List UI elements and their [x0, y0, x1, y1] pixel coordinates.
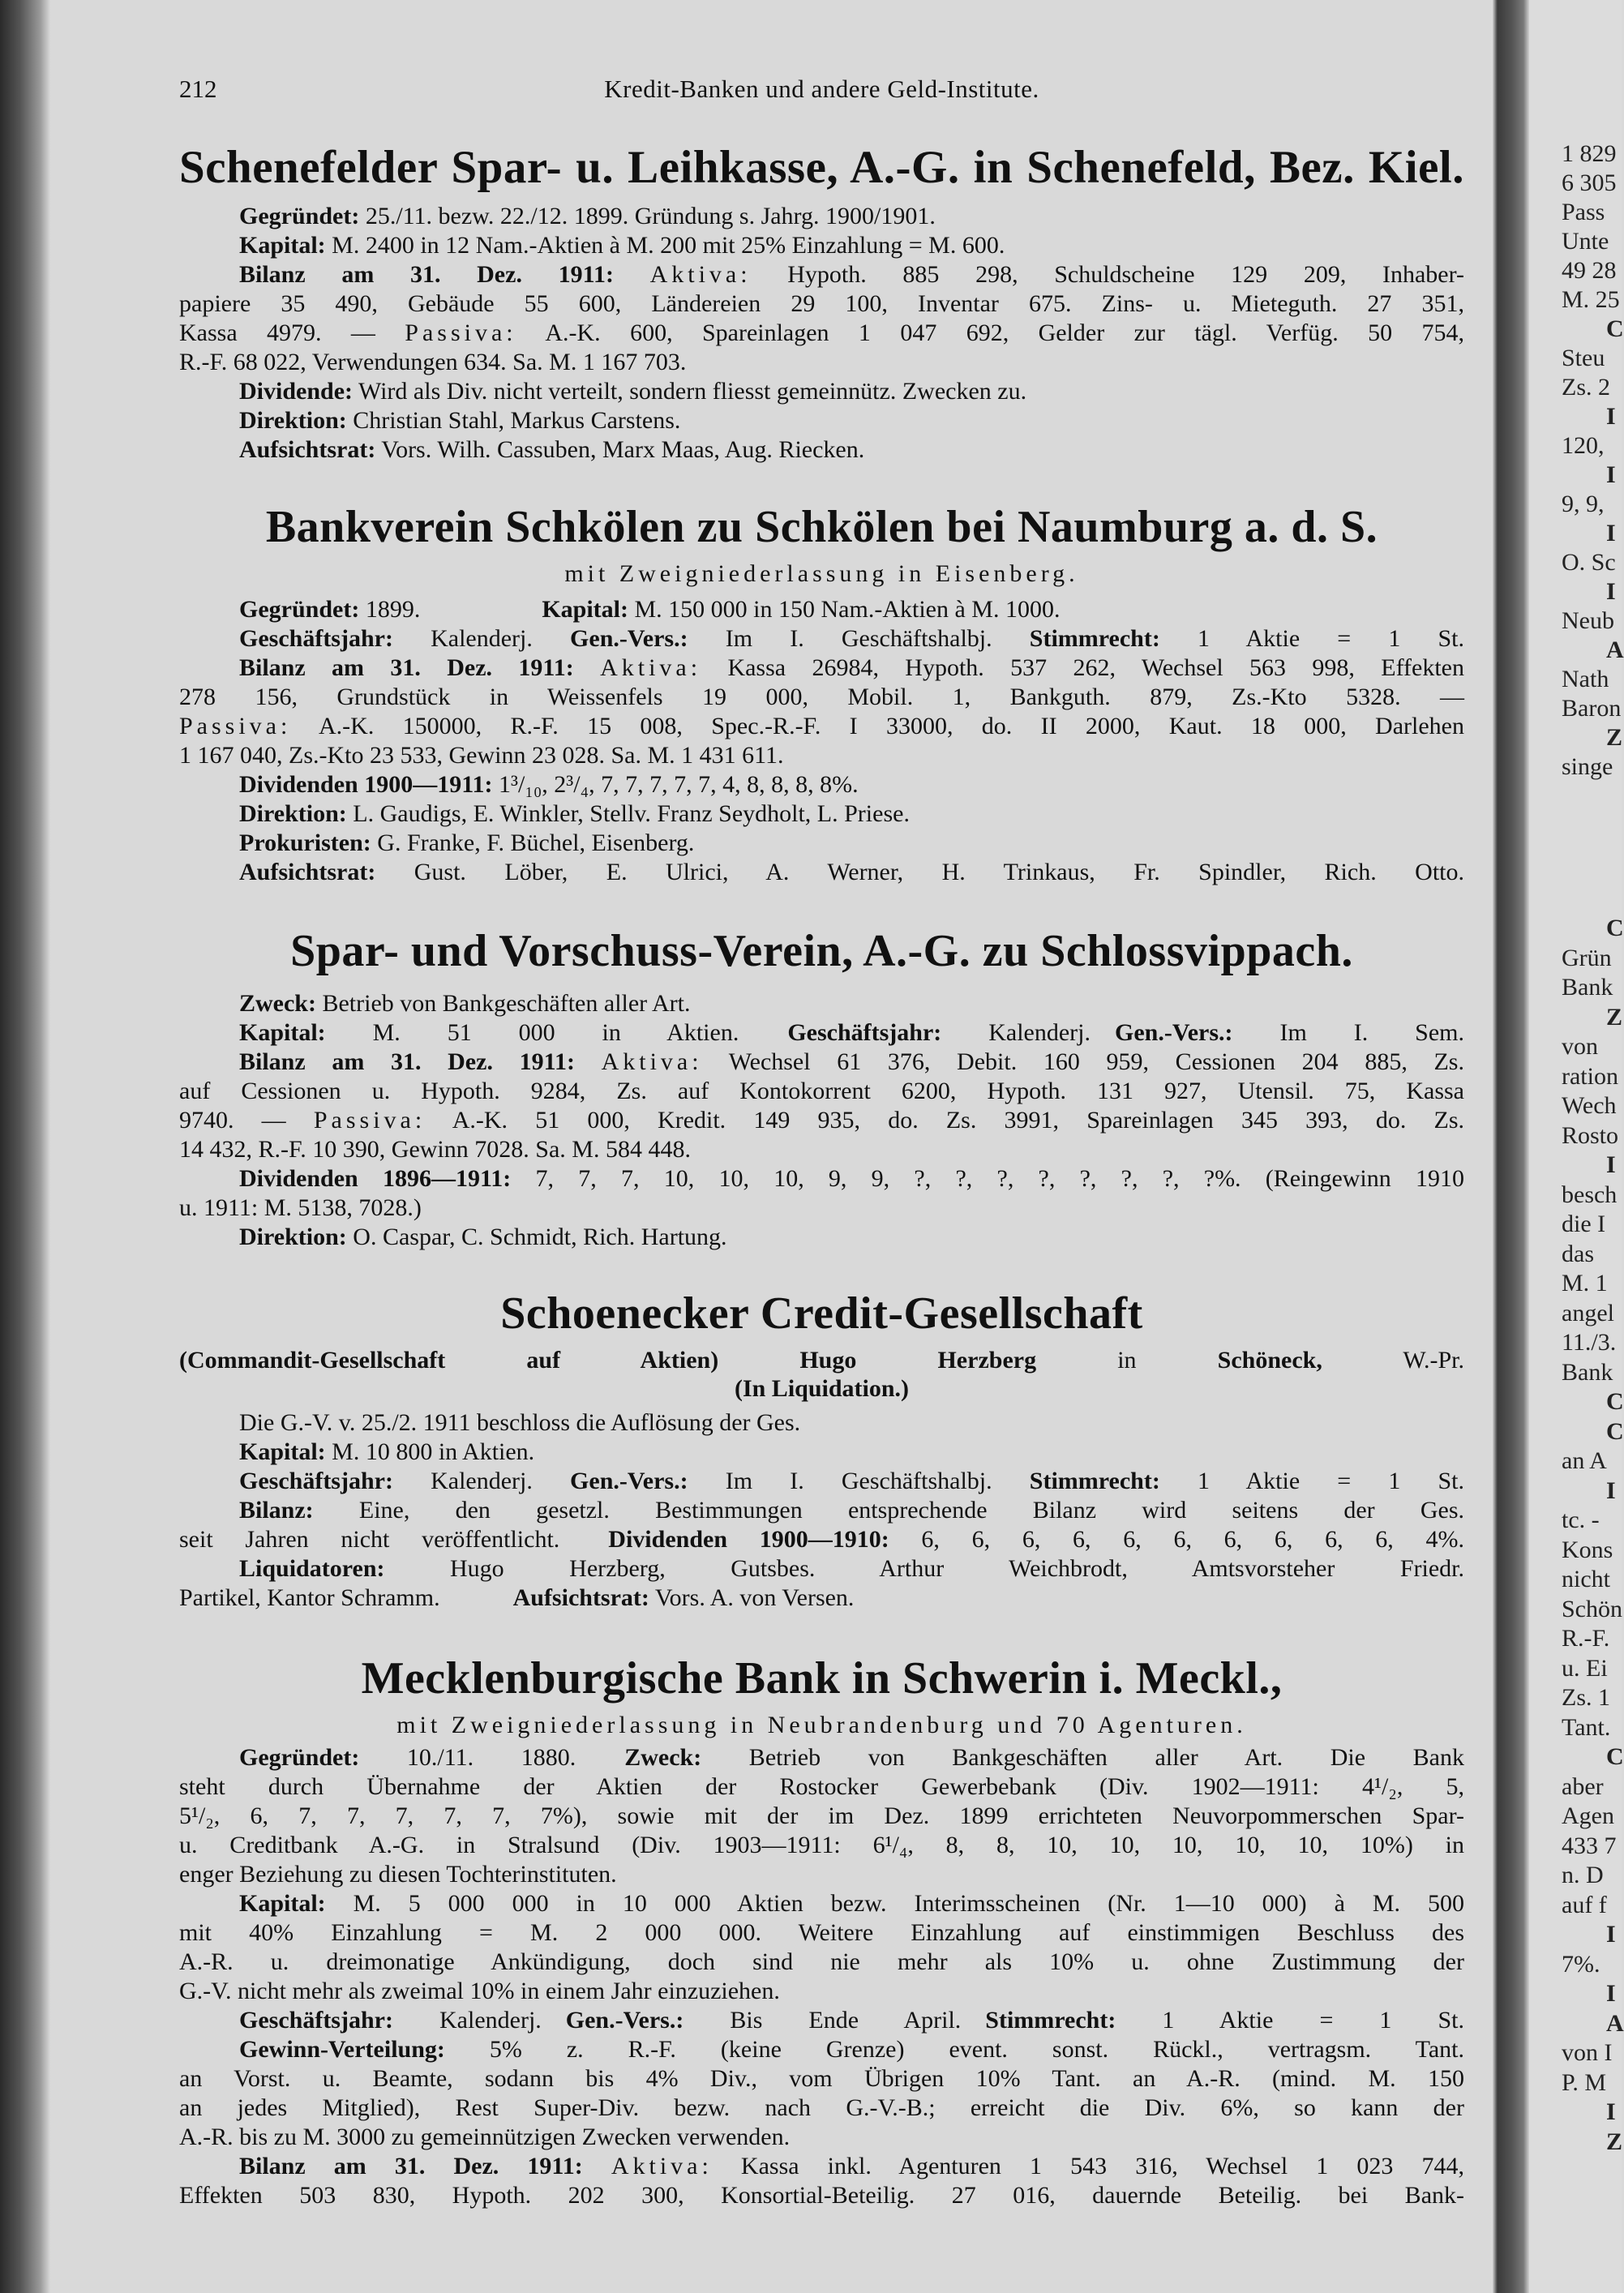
text-run: u. 1911: M. 5138, 7028.)	[179, 1194, 422, 1221]
field-label: Direktion:	[239, 407, 347, 434]
fragment-line: I	[1606, 1151, 1616, 1178]
fragment-line: von	[1562, 1033, 1598, 1060]
text-line	[179, 1496, 1464, 1525]
text-run: Im I. Geschäftshalbj.	[688, 1468, 1030, 1494]
text-line	[179, 712, 1464, 741]
text-line	[179, 1018, 1464, 1048]
entry-title: Bankverein Schkölen zu Schkölen bei Naumburg a. d. S.	[265, 502, 1378, 552]
entry-subtitle	[179, 1711, 1464, 1740]
fragment-line: Bank	[1562, 974, 1613, 1001]
text-run: A.-R. u. dreimonatige Ankündigung, doch sind nie mehr als 10% u. ohne Zustimmung der	[179, 1948, 1464, 1975]
text-line	[179, 202, 1464, 231]
fragment-line: I	[1606, 578, 1616, 605]
text-run: 9740. —	[179, 1107, 314, 1134]
fragment-line: C	[1606, 1417, 1624, 1445]
text-run: G. Franke, F. Büchel, Eisenberg.	[371, 829, 695, 856]
fragment-line: Z	[1606, 2128, 1623, 2155]
fragment-line: die I	[1562, 1211, 1606, 1237]
field-label: Bilanz am 31. Dez. 1911:	[239, 1048, 602, 1075]
text-run: Vors. A. von Versen.	[649, 1584, 855, 1611]
field-label: Geschäftsjahr:	[239, 2007, 393, 2034]
field-label: Kapital:	[239, 1890, 326, 1917]
field-label: Gen.-Vers.:	[570, 625, 688, 652]
text-line	[179, 1408, 1464, 1438]
fragment-line: I	[1606, 461, 1616, 488]
text-run: an Vorst. u. Beamte, sodann bis 4% Div., vom Übrigen 10% Tant. an A.-R. (mind. M. 150	[179, 2065, 1464, 2092]
text-run: G.-V. nicht mehr als zweimal 10% in einem Jahr einzuziehen.	[179, 1978, 780, 2004]
field-label: (In Liquidation.)	[734, 1375, 910, 1402]
field-label: Aufsichtsrat:	[512, 1584, 649, 1611]
text-run: 14 432, R.-F. 10 390, Gewinn 7028. Sa. M. 584 448.	[179, 1136, 691, 1163]
field-label: Gegründet:	[239, 1744, 360, 1771]
field-label: Zweck:	[239, 990, 316, 1017]
text-run: 6, 6, 6, 6, 6, 6, 6, 6, 6, 6, 4%.	[889, 1526, 1464, 1553]
entry-subtitle	[179, 559, 1464, 589]
page-header	[179, 75, 1464, 104]
text-run: Kassa 26984, Hypoth. 537 262, Wechsel 563 998, Effekten	[701, 654, 1465, 681]
next-page-fragment	[1529, 0, 1622, 2293]
text-line	[179, 1438, 1464, 1467]
fragment-line: 433 7	[1562, 1832, 1617, 1859]
text-run: 5% z. R.-F. (keine Grenze) event. sonst. Rückl., vertragsm. Tant.	[444, 2036, 1464, 2063]
spaced-label: Aktiva:	[601, 1048, 703, 1075]
fragment-line: Unte	[1562, 228, 1609, 255]
text-run: Betrieb von Bankgeschäften aller Art.	[315, 990, 691, 1017]
text-line	[179, 741, 1464, 770]
text-run: an jedes Mitglied), Rest Super-Div. bezw. nach G.-V.-B.; erreicht die Div. 6%, so kann der	[179, 2094, 1464, 2121]
text-line	[179, 1106, 1464, 1135]
field-label: Gen.-Vers.:	[570, 1468, 688, 1494]
fragment-line: von I	[1562, 2039, 1613, 2066]
text-line	[179, 1977, 1464, 2006]
text-run: mit 40% Einzahlung = M. 2 000 000. Weitere Einzahlung auf einstimmigen Beschluss des	[179, 1919, 1464, 1946]
text-run: M. 51 000 in Aktien.	[325, 1019, 788, 1046]
fragment-line: 120,	[1562, 432, 1605, 459]
fragment-line: 7%.	[1562, 1950, 1600, 1978]
fragment-line: I	[1606, 2098, 1616, 2125]
field-label: Kapital:	[239, 232, 326, 259]
text-line	[179, 435, 1464, 465]
text-line	[179, 2181, 1464, 2210]
fragment-line: Bank	[1562, 1358, 1613, 1386]
field-label: Direktion:	[239, 800, 347, 827]
text-run: W.-Pr.	[1322, 1347, 1464, 1374]
fragment-line: I	[1606, 1477, 1616, 1504]
page-number: 212	[179, 75, 217, 103]
text-line	[179, 1860, 1464, 1889]
text-line	[179, 406, 1464, 435]
text-run: A.-K. 600, Spareinlagen 1 047 692, Gelder zur tägl. Verfüg. 50 754,	[516, 319, 1464, 346]
text-line	[179, 1554, 1464, 1584]
text-run: 10./11. 1880.	[359, 1744, 625, 1771]
field-label: Stimmrecht:	[1029, 1468, 1160, 1494]
text-line	[179, 1194, 1464, 1223]
field-label: Kapital:	[239, 1019, 326, 1046]
text-line	[179, 2152, 1464, 2181]
text-run: O. Caspar, C. Schmidt, Rich. Hartung.	[346, 1224, 727, 1250]
text-run: M. 5 000 000 in 10 000 Aktien bezw. Interimsscheinen (Nr. 1—10 000) à M. 500	[325, 1890, 1464, 1917]
field-label: Dividenden 1896—1911:	[239, 1165, 512, 1192]
text-run: 1 Aktie = 1 St.	[1159, 1468, 1465, 1494]
fragment-line: 1 829	[1562, 140, 1617, 167]
fragment-line: Pass	[1562, 199, 1605, 225]
running-title: Kredit-Banken und andere Geld-Institute.	[604, 75, 1039, 103]
text-line	[179, 348, 1464, 377]
text-line	[179, 1135, 1464, 1164]
field-label: Bilanz:	[239, 1497, 314, 1524]
text-line	[179, 799, 1464, 829]
text-line	[179, 1802, 1464, 1831]
field-label: Gewinn-Verteilung:	[239, 2036, 445, 2063]
entry-body	[179, 1743, 1464, 2210]
text-run: auf Cessionen u. Hypoth. 9284, Zs. auf Kontokorrent 6200, Hypoth. 131 927, Utensil. 75, Kassa	[179, 1078, 1464, 1104]
text-line	[179, 1948, 1464, 1977]
fragment-line: I	[1606, 1921, 1616, 1948]
text-run: 25./11. bezw. 22./12. 1899. Gründung s. Jahrg. 1900/1901.	[359, 203, 936, 229]
text-run: u. Creditbank A.-G. in Stralsund (Div. 1903—1911: 6¹/₄, 8, 8, 10, 10, 10, 10, 10, 10%) in	[179, 1832, 1464, 1858]
entry-title: Spar- und Vorschuss-Verein, A.-G. zu Schlossvippach.	[290, 926, 1353, 976]
text-line	[179, 289, 1464, 319]
text-line	[179, 1743, 1464, 1772]
text-run: 1 Aktie = 1 St.	[1116, 2007, 1464, 2034]
fragment-line: C	[1606, 315, 1624, 342]
field-label: Geschäftsjahr:	[787, 1019, 942, 1046]
text-run: 1 Aktie = 1 St.	[1159, 625, 1465, 652]
text-line	[179, 1077, 1464, 1106]
field-label: (Commandit-Gesellschaft auf Aktien) Hugo Herzberg	[179, 1347, 1037, 1374]
text-run: Kalenderj.	[392, 2007, 566, 2034]
fragment-line: Rosto	[1562, 1121, 1619, 1149]
field-label: Gegründet:	[239, 596, 360, 623]
fragment-line: aber	[1562, 1772, 1604, 1800]
fragment-line: 11./3.	[1562, 1329, 1617, 1356]
text-line	[179, 2035, 1464, 2064]
fragment-line: Z	[1606, 724, 1623, 751]
text-run: Wechsel 61 376, Debit. 160 959, Cessionen 204 885, Zs.	[702, 1048, 1464, 1075]
text-line	[179, 1584, 1464, 1613]
entry-body	[179, 989, 1464, 1252]
text-run: papiere 35 490, Gebäude 55 600, Ländereien 29 100, Inventar 675. Zins- u. Mieteguth. 27 351,	[179, 290, 1464, 317]
text-line	[179, 377, 1464, 406]
text-run: Kassa inkl. Agenturen 1 543 316, Wechsel 1 023 744,	[712, 2153, 1464, 2179]
field-label: Bilanz am 31. Dez. 1911:	[239, 654, 601, 681]
text-run: 7, 7, 7, 10, 10, 10, 9, 9, ?, ?, ?, ?, ?, ?, ?, ?%. (Reingewinn 1910	[511, 1165, 1464, 1192]
text-run: Kalenderj.	[941, 1019, 1115, 1046]
fragment-line: n. D	[1562, 1862, 1604, 1888]
field-label: Gen.-Vers.:	[565, 2007, 684, 2034]
fragment-line: C	[1606, 1388, 1624, 1415]
fragment-line: Schön	[1562, 1595, 1622, 1622]
text-run: Kalenderj.	[392, 625, 571, 652]
text-run: mit Zweigniederlassung in Neubrandenburg und 70 Agenturen.	[396, 1712, 1247, 1738]
text-run: M. 2400 in 12 Nam.-Aktien à M. 200 mit 25% Einzahlung = M. 600.	[325, 232, 1005, 259]
fragment-line: Baron	[1562, 695, 1622, 722]
text-line	[179, 319, 1464, 348]
entry-subtitle	[179, 1346, 1464, 1375]
field-label: Stimmrecht:	[985, 2007, 1116, 2034]
spaced-label: Passiva:	[179, 713, 292, 739]
spaced-label: Passiva:	[405, 319, 517, 346]
text-line	[179, 683, 1464, 712]
field-label: Gen.-Vers.:	[1115, 1019, 1233, 1046]
text-run: R.-F. 68 022, Verwendungen 634. Sa. M. 1 167 703.	[179, 349, 687, 375]
field-label: Dividenden 1900—1910:	[608, 1526, 889, 1553]
text-run: M. 10 800 in Aktien.	[325, 1438, 535, 1465]
fragment-line: I	[1606, 520, 1616, 546]
text-run: 1³/₁₀, 2³/₄, 7, 7, 7, 7, 7, 4, 8, 8, 8, 8%.	[492, 771, 859, 798]
fragment-line: Neub	[1562, 607, 1614, 634]
text-run: Bis Ende April.	[683, 2007, 986, 2034]
fragment-line: 9, 9,	[1562, 491, 1605, 517]
text-line	[179, 1831, 1464, 1860]
fragment-line: Grün	[1562, 944, 1612, 971]
fragment-line: P. M	[1562, 2068, 1607, 2096]
text-run: mit Zweigniederlassung in Eisenberg.	[564, 560, 1079, 587]
entry-title: Mecklenburgische Bank in Schwerin i. Meckl.,	[361, 1653, 1283, 1704]
text-run: Vors. Wilh. Cassuben, Marx Maas, Aug. Riecken.	[375, 436, 865, 463]
fragment-line: Kons	[1562, 1536, 1613, 1563]
text-run: Im I. Sem.	[1232, 1019, 1464, 1046]
spaced-label: Aktiva:	[649, 261, 752, 288]
text-line	[179, 1889, 1464, 1918]
fragment-line: M. 25	[1562, 286, 1620, 313]
fragment-line: Wech	[1562, 1092, 1617, 1119]
text-run: A.-K. 51 000, Kredit. 149 935, do. Zs. 3991, Spareinlagen 345 393, do. Zs.	[426, 1107, 1464, 1134]
text-run: A.-K. 150000, R.-F. 15 008, Spec.-R.-F. I 33000, do. II 2000, Kaut. 18 000, Darlehen	[291, 713, 1464, 739]
text-run: Effekten 503 830, Hypoth. 202 300, Konsortial-Beteilig. 27 016, dauernde Beteilig. bei Bank-	[179, 2182, 1464, 2209]
text-run: 1 167 040, Zs.-Kto 23 533, Gewinn 23 028. Sa. M. 1 431 611.	[179, 742, 784, 769]
text-run: Gust. Löber, E. Ulrici, A. Werner, H. Trinkaus, Fr. Spindler, Rich. Otto.	[375, 859, 1464, 885]
field-label: Zweck:	[624, 1744, 702, 1771]
text-run: Eine, den gesetzl. Bestimmungen entsprechende Bilanz wird seitens der Ges.	[313, 1497, 1464, 1524]
text-run: Betrieb von Bankgeschäften aller Art. Die Bank	[701, 1744, 1464, 1771]
fragment-line: O. Sc	[1562, 549, 1616, 576]
fragment-line: 6 305	[1562, 169, 1617, 196]
entry-body	[179, 202, 1464, 465]
text-line	[179, 989, 1464, 1018]
field-label: Prokuristen:	[239, 829, 371, 856]
text-run: 1899.	[359, 596, 542, 623]
fragment-line: Z	[1606, 1003, 1623, 1031]
text-run: Hugo Herzberg, Gutsbes. Arthur Weichbrodt, Amtsvorsteher Friedr.	[384, 1555, 1464, 1582]
fragment-line: M. 1	[1562, 1270, 1608, 1297]
fragment-line: C	[1606, 915, 1624, 941]
text-run: Kassa 4979. —	[179, 319, 405, 346]
fragment-line: A	[1606, 636, 1624, 663]
text-run: steht durch Übernahme der Aktien der Rostocker Gewerbebank (Div. 1902—1911: 4¹/₂, 5,	[179, 1773, 1464, 1800]
entry-title: Schenefelder Spar- u. Leihkasse, A.-G. in Schenefeld, Bez. Kiel.	[179, 142, 1464, 193]
text-run: Im I. Geschäftshalbj.	[688, 625, 1030, 652]
fragment-line: I	[1606, 403, 1616, 430]
field-label: Stimmrecht:	[1029, 625, 1160, 652]
text-line	[179, 654, 1464, 683]
spaced-label: Aktiva:	[600, 654, 702, 681]
text-line	[179, 1918, 1464, 1948]
fragment-line: Zs. 2	[1562, 374, 1610, 401]
spaced-label: Passiva:	[313, 1107, 426, 1134]
text-line	[179, 624, 1464, 654]
field-label: Liquidatoren:	[239, 1555, 385, 1582]
field-label: Direktion:	[239, 1224, 347, 1250]
text-line	[179, 1467, 1464, 1496]
text-run: Christian Stahl, Markus Carstens.	[346, 407, 681, 434]
book-binding-shadow-left	[0, 0, 50, 2293]
fragment-line: C	[1606, 1743, 1624, 1770]
fragment-line: tc. -	[1562, 1507, 1600, 1533]
text-run: Wird als Div. nicht verteilt, sondern fliesst gemeinnütz. Zwecken zu.	[353, 378, 1027, 405]
text-line	[179, 2064, 1464, 2094]
fragment-line: Agen	[1562, 1802, 1614, 1829]
fragment-line: I	[1606, 1980, 1616, 2007]
fragment-line: ration	[1562, 1062, 1618, 1090]
entry-body	[179, 1408, 1464, 1613]
field-label: Bilanz am 31. Dez. 1911:	[239, 261, 650, 288]
field-label: Schöneck,	[1217, 1347, 1322, 1374]
field-label: Geschäftsjahr:	[239, 1468, 393, 1494]
fragment-line: Zs. 1	[1562, 1684, 1610, 1711]
text-run: in	[1036, 1347, 1218, 1374]
text-line	[179, 595, 1464, 624]
text-line	[179, 1164, 1464, 1194]
field-label: Geschäftsjahr:	[239, 625, 393, 652]
entry-body	[179, 595, 1464, 887]
fragment-line: A	[1606, 2009, 1624, 2037]
text-line	[179, 2123, 1464, 2152]
text-line	[179, 231, 1464, 260]
text-run: 278 156, Grundstück in Weissenfels 19 000, Mobil. 1, Bankguth. 879, Zs.-Kto 5328. —	[179, 684, 1464, 710]
field-label: Aufsichtsrat:	[239, 859, 376, 885]
text-run: Kalenderj.	[392, 1468, 571, 1494]
fragment-line: das	[1562, 1240, 1594, 1267]
text-line	[179, 858, 1464, 887]
fragment-line: nicht	[1562, 1566, 1610, 1592]
field-label: Aufsichtsrat:	[239, 436, 376, 463]
text-run: enger Beziehung zu diesen Tochterinstituten.	[179, 1861, 617, 1888]
fragment-line: Nath	[1562, 666, 1609, 692]
text-run: Die G.-V. v. 25./2. 1911 beschloss die Auflösung der Ges.	[239, 1409, 801, 1436]
text-line	[179, 2094, 1464, 2123]
fragment-line: R.-F.	[1562, 1625, 1610, 1652]
text-line	[179, 2006, 1464, 2035]
text-line	[179, 1772, 1464, 1802]
fragment-line: u. Ei	[1562, 1654, 1608, 1682]
text-line	[179, 1223, 1464, 1252]
fragment-line: auf f	[1562, 1891, 1607, 1918]
fragment-line: Steu	[1562, 345, 1605, 371]
entry-title: Schoenecker Credit-Gesellschaft	[500, 1288, 1143, 1339]
field-label: Bilanz am 31. Dez. 1911:	[239, 2153, 611, 2179]
field-label: Kapital:	[239, 1438, 326, 1465]
field-label: Gegründet:	[239, 203, 360, 229]
text-run: M. 150 000 in 150 Nam.-Aktien à M. 1000.	[628, 596, 1061, 623]
spaced-label: Aktiva:	[611, 2153, 713, 2179]
text-run: L. Gaudigs, E. Winkler, Stellv. Franz Seydholt, L. Priese.	[346, 800, 910, 827]
text-run: Partikel, Kantor Schramm.	[179, 1584, 513, 1611]
text-line	[179, 770, 1464, 799]
text-line	[179, 1525, 1464, 1554]
text-line	[179, 1048, 1464, 1077]
fragment-line: besch	[1562, 1181, 1618, 1208]
text-run: 5¹/₂, 6, 7, 7, 7, 7, 7, 7%), sowie mit der im Dez. 1899 errichteten Neuvorpommerschen Spar-	[179, 1802, 1464, 1829]
text-line	[179, 829, 1464, 858]
fragment-line: angel	[1562, 1299, 1614, 1327]
text-run: seit Jahren nicht veröffentlicht.	[179, 1526, 609, 1553]
text-run: A.-R. bis zu M. 3000 zu gemeinnützigen Zwecken verwenden.	[179, 2124, 791, 2150]
field-label: Dividende:	[239, 378, 354, 405]
field-label: Kapital:	[542, 596, 628, 623]
fragment-line: singe	[1562, 753, 1613, 780]
entry-subtitle	[179, 1374, 1464, 1404]
fragment-line: Tant.	[1562, 1713, 1611, 1741]
text-run: Hypoth. 885 298, Schuldscheine 129 209, Inhaber-	[751, 261, 1464, 288]
book-gutter-shadow	[1492, 0, 1529, 2293]
fragment-line: 49 28	[1562, 257, 1617, 284]
text-line	[179, 260, 1464, 289]
fragment-line: an A	[1562, 1447, 1607, 1474]
field-label: Dividenden 1900—1911:	[239, 771, 493, 798]
